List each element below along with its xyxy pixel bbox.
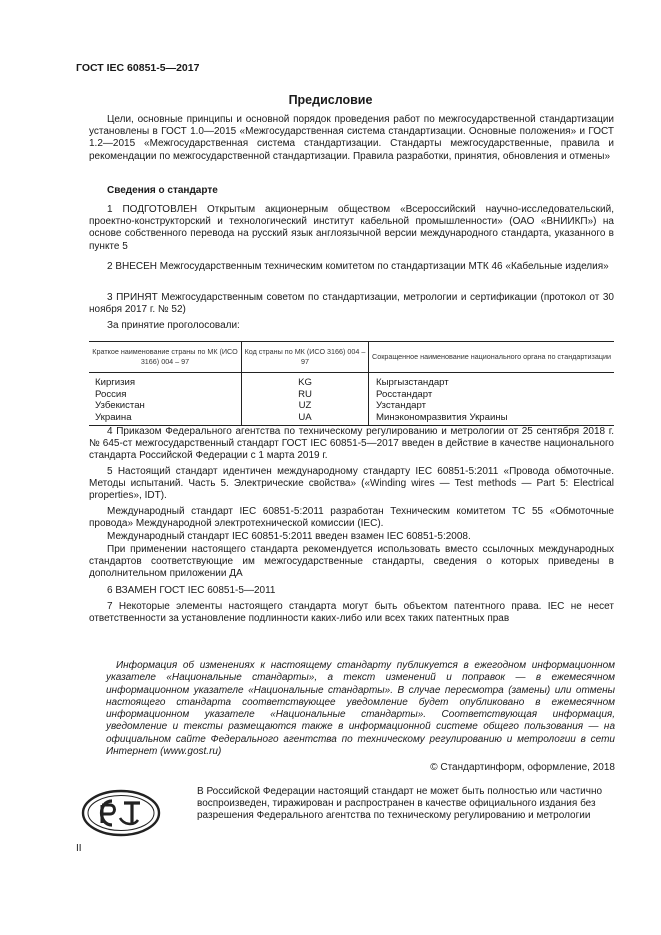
table-cell: Узбекистан xyxy=(95,400,145,412)
table-cell: Минэкономразвития Украины xyxy=(376,411,508,423)
copyright-line: © Стандартинформ, оформление, 2018 xyxy=(430,762,615,773)
item-5-usage-text: При применении настоящего стандарта рекомендуется использовать вместо ссылочных международных стандартов соответствующие им межгосударственные стандарты, сведения о которых приведены в дополнительном приложении ДА xyxy=(89,544,614,580)
table-header-body: Сокращенное наименование национального органа по стандартизации xyxy=(369,342,615,373)
intro-paragraph xyxy=(89,114,614,163)
item-5-developer-text: Международный стандарт IEC 60851-5:2011 разработан Техническим комитетом ТС 55 «Обмоточные провода» Международной электротехнической комиссии (IEC). xyxy=(89,506,614,530)
table-cell: Кыргызстандарт xyxy=(376,377,449,388)
table-cell: KG xyxy=(298,377,312,388)
table-header-country: Краткое наименование страны по МК (ИСО 3166) 004 – 97 xyxy=(89,342,242,373)
item-6 xyxy=(89,585,614,597)
changes-info-text: Информация об изменениях к настоящему стандарту публикуется в ежегодном информационном указателе «Национальные стандарты», а текст изменений и поправок — в ежемесячном информационном указателе «Национальные стандарты». В случае пересмотра (замены) или отмены настоящего стандарта соответствующее уведомление будет опубликовано в ежемесячном информационном указателе «Национальные стандарты». Соответствующая информация, уведомление и тексты размещаются также в информационной системе общего пользования — на официальном сайте Федерального агентства по техническому регулированию и метрологии в сети Интернет (www.gost.ru) xyxy=(106,660,615,758)
table-row xyxy=(89,373,614,426)
table-cell: UZ xyxy=(298,400,312,412)
vote-text: За принятие проголосовали: xyxy=(107,320,240,331)
item-3-text: 3 ПРИНЯТ Межгосударственным советом по стандартизации, метрологии и сертификации (протокол от 30 ноября 2017 г. № 52) xyxy=(89,292,614,316)
table-column-code xyxy=(242,373,369,426)
voting-countries-table xyxy=(89,341,614,426)
item-5-usage xyxy=(89,544,614,581)
item-5-developer xyxy=(89,506,614,530)
item-1-text: 1 ПОДГОТОВЛЕН Открытым акционерным обществом «Всероссийский научно-исследовательский, проектно-конструкторский и технологический институт кабельной промышленности» (ОАО «ВНИИКП») на основе собственного перевода на русский язык англоязычной версии международного стандарта, указанного в пункте 5 xyxy=(89,204,614,252)
table-header-row xyxy=(89,342,614,373)
item-7 xyxy=(89,601,614,625)
item-5-replaces xyxy=(89,531,614,543)
table-cell: Росстандарт xyxy=(376,388,433,400)
changes-info-notice xyxy=(106,660,615,758)
reproduction-rights-notice: В Российской Федерации настоящий стандарт не может быть полностью или частично воспроизведен, тиражирован и распространен в качестве официального издания без разрешения Федерального агентства по техническому регулированию и метрологии xyxy=(197,786,603,822)
table-cell: Украина xyxy=(95,411,132,423)
item-1 xyxy=(89,204,614,253)
item-4-text: 4 Приказом Федерального агентства по техническому регулированию и метрологии от 25 сентября 2018 г. № 645-ст межгосударственный стандарт ГОСТ IEC 60851-5—2017 введен в действие в качестве национального стандарта Российской Федерации с 1 марта 2019 г. xyxy=(89,426,614,462)
table-cell: UA xyxy=(298,411,312,423)
intro-text: Цели, основные принципы и основной порядок проведения работ по межгосударственной стандартизации установлены в ГОСТ 1.0—2015 «Межгосударственная система стандартизации. Основные положения» и ГОСТ 1.2—2015 «Межгосударственная система стандартизации. Стандарты межгосударственные, правила и рекомендации по межгосударственной стандартизации. Правила разработки, принятия, обновления и отмены» xyxy=(89,114,614,162)
table-cell: Россия xyxy=(95,388,127,400)
page-number: II xyxy=(76,843,82,854)
item-6-text: 6 ВЗАМЕН ГОСТ IEC 60851-5—2011 xyxy=(107,585,276,596)
table-column-country xyxy=(89,373,242,426)
item-7-text: 7 Некоторые элементы настоящего стандарта могут быть объектом патентного права. IEC не несет ответственности за установление подлинности каких-либо или всех таких патентных прав xyxy=(89,601,614,625)
table-header-code: Код страны по МК (ИСО 3166) 004 – 97 xyxy=(242,342,369,373)
table-cell: RU xyxy=(298,388,312,400)
item-5-text: 5 Настоящий стандарт идентичен международному стандарту IEC 60851-5:2011 «Провода обмоточные. Методы испытаний. Часть 5. Электрические свойства» («Winding wires — Test methods — Part 5: Electrical properties», IDT). xyxy=(89,466,614,502)
section-subheading: Сведения о стандарте xyxy=(107,185,218,196)
item-2 xyxy=(89,261,614,273)
item-4 xyxy=(89,426,614,463)
item-5-replaces-text: Международный стандарт IEC 60851-5:2011 введен взамен IEC 60851-5:2008. xyxy=(107,531,471,542)
vote-line xyxy=(89,320,614,332)
rst-logo-icon xyxy=(80,788,162,843)
document-header: ГОСТ IEC 60851-5—2017 xyxy=(76,62,200,74)
item-3 xyxy=(89,292,614,316)
item-2-text: 2 ВНЕСЕН Межгосударственным техническим комитетом по стандартизации МТК 46 «Кабельные изделия» xyxy=(107,261,609,272)
page-title: Предисловие xyxy=(288,93,373,107)
table-cell: Киргизия xyxy=(95,377,136,388)
table-cell: Узстандарт xyxy=(376,400,427,412)
table-column-body xyxy=(369,373,615,426)
item-5 xyxy=(89,466,614,503)
